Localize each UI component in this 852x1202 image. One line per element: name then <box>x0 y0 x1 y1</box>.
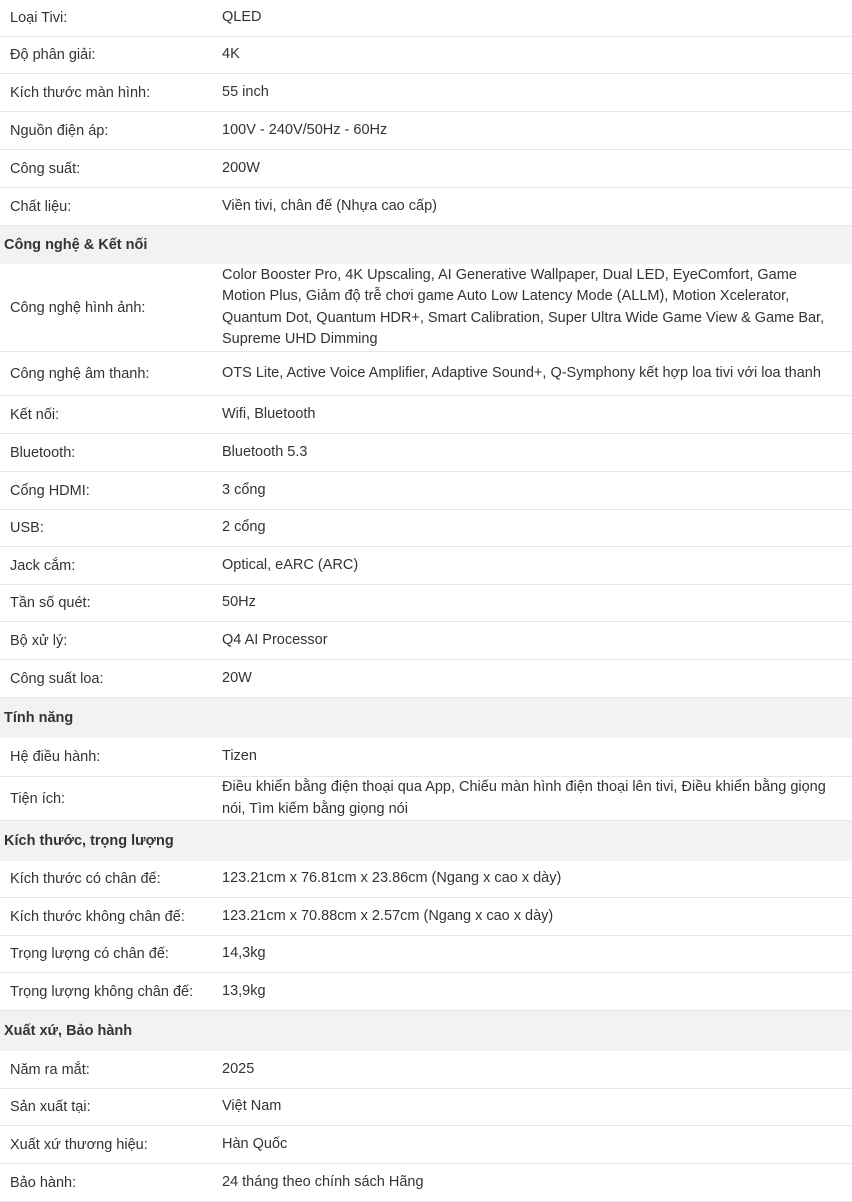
spec-value: 2025 <box>222 1060 255 1077</box>
spec-label: Bộ xử lý: <box>10 632 68 649</box>
spec-value: 2 cổng <box>222 519 266 536</box>
spec-value: 123.21cm x 76.81cm x 23.86cm (Ngang x cao x dày) <box>222 870 562 887</box>
spec-label: Nguồn điện áp: <box>10 122 109 139</box>
spec-label: Xuất xứ thương hiệu: <box>10 1136 148 1153</box>
spec-label: Công nghệ hình ảnh: <box>10 299 146 316</box>
spec-value: Bluetooth 5.3 <box>222 443 308 460</box>
spec-value: 14,3kg <box>222 945 266 962</box>
spec-value: 50Hz <box>222 594 256 611</box>
spec-label: Trọng lượng có chân đế: <box>10 946 169 962</box>
spec-label: Jack cắm: <box>10 557 76 574</box>
section-header: Kích thước, trọng lượng <box>0 821 852 861</box>
spec-label: Năm ra mắt: <box>10 1061 90 1078</box>
spec-row <box>0 74 852 112</box>
spec-row <box>0 472 852 510</box>
spec-value: 3 cổng <box>222 481 266 498</box>
spec-label: Hệ điều hành: <box>10 749 101 765</box>
spec-row <box>0 188 852 226</box>
spec-row <box>0 777 852 821</box>
spec-value: Color Booster Pro, 4K Upscaling, AI Generative Wallpaper, Dual LED, EyeComfort, Game Motion Plus, Giảm độ trễ chơi game Auto Low Latency Mode (ALLM), Motion Xcelerator, Quantum Dot, Quantum HDR+, Smart Calibration, Super Ultra Wide Game View & Game Bar, Supreme UHD Dimming <box>222 266 825 347</box>
spec-label: Kích thước có chân đế: <box>10 871 161 887</box>
spec-value: Q4 AI Processor <box>222 631 328 648</box>
spec-row <box>0 1126 852 1164</box>
spec-label: Kích thước không chân đế: <box>10 908 185 925</box>
spec-value: 24 tháng theo chính sách Hãng <box>222 1173 424 1190</box>
spec-row <box>0 150 852 188</box>
spec-row <box>0 738 852 777</box>
spec-label: Cổng HDMI: <box>10 482 90 499</box>
spec-value: Optical, eARC (ARC) <box>222 556 359 573</box>
spec-value: 13,9kg <box>222 982 266 999</box>
spec-value: Điều khiển bằng điện thoại qua App, Chiếu màn hình điện thoại lên tivi, Điều khiển bằng giọng nói, Tìm kiếm bằng giọng nói <box>222 779 826 817</box>
spec-row <box>0 861 852 898</box>
spec-row <box>0 396 852 434</box>
spec-label: Công nghệ âm thanh: <box>10 365 150 382</box>
spec-row <box>0 112 852 150</box>
spec-row <box>0 1089 852 1126</box>
spec-row <box>0 264 852 352</box>
spec-label: Kết nối: <box>10 406 60 423</box>
spec-row <box>0 37 852 74</box>
spec-value: Viền tivi, chân đế (Nhựa cao cấp) <box>222 197 437 214</box>
spec-label: Công suất loa: <box>10 670 104 687</box>
spec-label: Loại Tivi: <box>10 10 68 26</box>
spec-row <box>0 973 852 1011</box>
section-header: Xuất xứ, Bảo hành <box>0 1011 852 1051</box>
spec-label: Tiện ích: <box>10 790 66 807</box>
spec-label: Trọng lượng không chân đế: <box>10 983 194 1000</box>
spec-value: 123.21cm x 70.88cm x 2.57cm (Ngang x cao x dày) <box>222 907 554 924</box>
spec-label: Sản xuất tại: <box>10 1099 91 1115</box>
section-header: Tính năng <box>0 698 852 738</box>
spec-label: Tần số quét: <box>10 595 91 611</box>
spec-value: Hàn Quốc <box>222 1135 288 1152</box>
spec-value: Wifi, Bluetooth <box>222 405 316 422</box>
spec-row <box>0 510 852 547</box>
spec-value: 200W <box>222 159 260 176</box>
spec-label: Bảo hành: <box>10 1174 77 1191</box>
spec-row <box>0 1164 852 1202</box>
spec-value: 100V - 240V/50Hz - 60Hz <box>222 121 388 138</box>
spec-label: USB: <box>10 520 44 536</box>
section-header: Công nghệ & Kết nối <box>0 226 852 264</box>
spec-label: Chất liệu: <box>10 198 72 215</box>
spec-row <box>0 1051 852 1089</box>
spec-row <box>0 585 852 622</box>
spec-value: OTS Lite, Active Voice Amplifier, Adaptive Sound+, Q-Symphony kết hợp loa tivi với loa thanh <box>222 364 821 381</box>
spec-label: Công suất: <box>10 160 81 177</box>
spec-row <box>0 0 852 37</box>
spec-label: Kích thước màn hình: <box>10 84 151 101</box>
spec-label: Bluetooth: <box>10 444 76 461</box>
spec-value: Việt Nam <box>222 1098 282 1115</box>
spec-row <box>0 622 852 660</box>
spec-row <box>0 898 852 936</box>
spec-value: Tizen <box>222 748 257 765</box>
spec-row <box>0 660 852 698</box>
spec-label: Độ phân giải: <box>10 47 96 63</box>
spec-value: 20W <box>222 669 252 686</box>
spec-row <box>0 434 852 472</box>
spec-value: QLED <box>222 9 262 26</box>
spec-row <box>0 547 852 585</box>
spec-row <box>0 352 852 396</box>
spec-value: 4K <box>222 46 240 63</box>
spec-value: 55 inch <box>222 83 269 100</box>
spec-row <box>0 936 852 973</box>
